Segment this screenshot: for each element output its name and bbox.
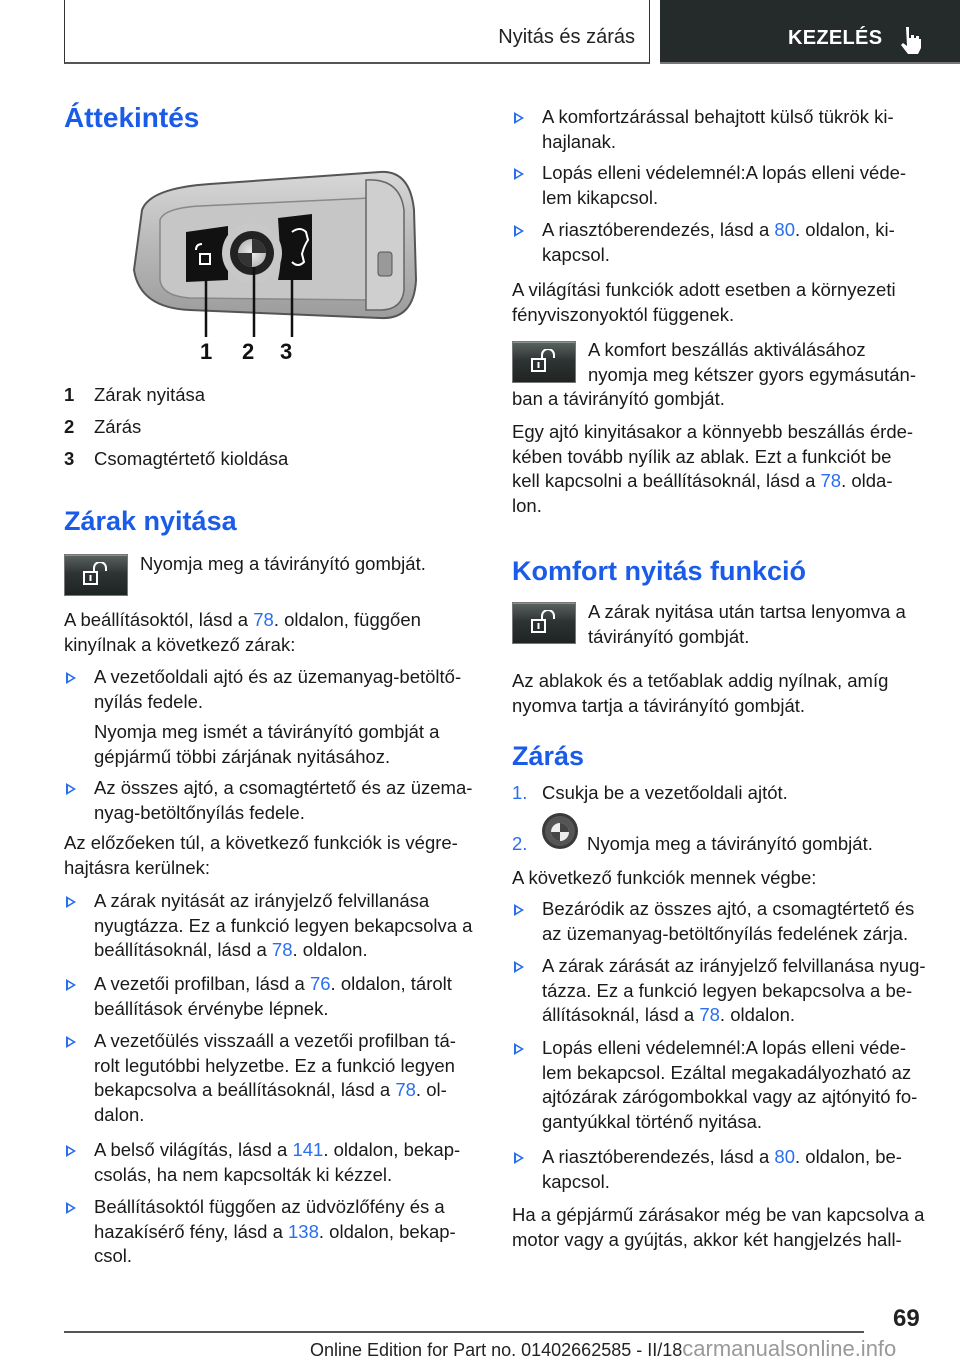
legend-number: 3 <box>64 448 75 469</box>
legend-number: 1 <box>64 384 75 405</box>
key-fob-illustration <box>130 170 420 365</box>
page-link[interactable]: 78 <box>820 470 842 491</box>
triangle-bullet-icon <box>514 961 524 973</box>
text: Csukja be a vezetőoldali ajtót. <box>542 782 788 803</box>
text: lem kikapcsol. <box>542 186 659 208</box>
text: A belső világítás, lásd a <box>94 1139 293 1160</box>
text: . oldalon, tárolt <box>330 973 452 994</box>
text: . oldalon, be- <box>795 1146 902 1167</box>
text: nyomva tartja a távirányító gombját. <box>512 694 806 716</box>
text: . oldalon, ki- <box>795 219 895 240</box>
pointing-hand-icon <box>900 26 924 54</box>
windows-paragraph <box>512 669 942 718</box>
door-paragraph <box>512 420 942 518</box>
triangle-bullet-icon <box>514 112 524 124</box>
text: beállításoknál, lásd a <box>94 939 272 960</box>
unlock-icon <box>530 610 560 636</box>
chapter-label: KEZELÉS <box>788 27 883 49</box>
triangle-bullet-icon <box>514 225 524 237</box>
text: dalon. <box>94 1103 145 1125</box>
bullet-item <box>64 1029 484 1127</box>
text: . ol- <box>415 1079 447 1100</box>
page-link[interactable]: 80 <box>774 1146 795 1167</box>
text: Ha a gépjármű zárásakor még be van kapcsolva a <box>512 1204 925 1225</box>
functions-paragraph <box>64 831 484 880</box>
text: bekapcsolva a beállításoknál, lásd a <box>94 1079 396 1100</box>
bullet-item <box>64 972 484 1021</box>
bullet-subtext <box>94 720 494 769</box>
step-text: Nyomja meg a távirányító gombját. <box>587 833 873 854</box>
following-paragraph: A következő funkciók mennek végbe: <box>512 867 817 888</box>
unlock-button-image <box>512 602 576 644</box>
text: gantyúkkal történő nyitása. <box>542 1110 763 1132</box>
page-number: 69 <box>893 1305 920 1332</box>
text: hajlanak. <box>542 130 617 152</box>
text: nyugtázza. Ez a funkció legyen bekapcsolva a <box>94 914 473 936</box>
bullet-item <box>512 897 942 946</box>
text: kében tovább nyílik az ablak. Ezt a funkciót be <box>512 445 892 467</box>
callout-1: 1 <box>200 339 213 364</box>
text: az üzemanyag-betöltőnyílás fedelének zárja. <box>542 922 909 944</box>
chapter-tab <box>660 0 960 64</box>
text: kell kapcsolni a beállításoknál, lásd a <box>512 470 821 491</box>
text: A komfort beszállás aktiválásához <box>588 339 866 360</box>
edition-text: Online Edition for Part no. 01402662585 - II/18 <box>310 1340 683 1360</box>
triangle-bullet-icon <box>66 672 76 684</box>
text: lem bekapcsol. Ezáltal megakadályozható az <box>542 1061 912 1083</box>
text: hajtásra kerülnek: <box>64 856 211 878</box>
unlock-button-image <box>64 554 128 596</box>
text: Az összes ajtó, a csomagtértető és az üzema- <box>94 777 473 798</box>
text: A vezetőoldali ajtó és az üzemanyag-betöltő- <box>94 666 462 687</box>
text: Beállításoktól függően az üdvözlőfény és a <box>94 1196 445 1217</box>
bmw-lock-button-icon <box>541 812 579 850</box>
bullet-item <box>512 1036 942 1134</box>
comfort-entry-text-cont: ban a távirányító gombját. <box>512 388 725 409</box>
legend-text: Zárak nyitása <box>94 384 206 405</box>
bullet-item <box>512 161 942 210</box>
triangle-bullet-icon <box>66 896 76 908</box>
page-link[interactable]: 78 <box>271 939 293 960</box>
text: A zárak nyitását az irányjelző felvillanása <box>94 890 430 911</box>
page-link[interactable]: 80 <box>774 219 795 240</box>
overview-heading: Áttekintés <box>64 102 200 133</box>
lock-heading: Zárás <box>512 741 585 771</box>
text: Egy ajtó kinyitásakor a könnyebb beszállás érde- <box>512 421 914 442</box>
callout-3: 3 <box>280 339 293 364</box>
text: rolt legutóbbi helyzetbe. Ez a funkció legyen <box>94 1054 455 1076</box>
text: A vezetői profilban, lásd a <box>94 973 310 994</box>
text: A riasztóberendezés, lásd a <box>542 219 775 240</box>
text: csol. <box>94 1245 133 1266</box>
page-link[interactable]: 138 <box>288 1220 319 1242</box>
text: A zárak nyitása után tartsa lenyomva a <box>588 601 906 622</box>
text: Lopás elleni védelemnél:A lopás elleni véde- <box>542 1037 907 1058</box>
bullet-item <box>64 776 484 825</box>
bullet-item <box>64 889 484 963</box>
bullet-item <box>64 1138 484 1187</box>
page-link[interactable]: 76 <box>309 973 331 994</box>
text: kapcsol. <box>542 1170 610 1192</box>
text: Az előzőeken túl, a következő funkciók is végre- <box>64 832 458 853</box>
watermark: carmanualsonline.info <box>682 1336 897 1361</box>
lighting-paragraph <box>512 278 942 327</box>
legend-number: 2 <box>64 416 75 437</box>
text: Nyomja meg ismét a távirányító gombját a <box>94 721 440 742</box>
triangle-bullet-icon <box>514 1152 524 1164</box>
text: nyílás fedele. <box>94 690 204 712</box>
callout-2: 2 <box>242 339 255 364</box>
text: hazakísérő fény, lásd a <box>94 1220 289 1242</box>
text: A riasztóberendezés, lásd a <box>542 1146 775 1167</box>
legend-text: Csomagtértető kioldása <box>94 448 289 469</box>
text: gépjármű többi zárjának nyitásához. <box>94 745 391 767</box>
bullet-item <box>64 665 484 714</box>
text: A beállításoktól, lásd a <box>64 609 254 630</box>
triangle-bullet-icon <box>66 783 76 795</box>
unlock-icon <box>530 349 560 375</box>
text: nyomja meg kétszer gyors egymásután- <box>588 363 916 385</box>
triangle-bullet-icon <box>66 1145 76 1157</box>
text: A vezetőülés visszaáll a vezetői profilban tá- <box>94 1030 456 1051</box>
page-link[interactable]: 141 <box>292 1139 324 1160</box>
text: Bezáródik az összes ajtó, a csomagtértető és <box>542 898 915 919</box>
page-link[interactable]: 78 <box>253 609 274 630</box>
comfort-button-text <box>588 600 938 649</box>
triangle-bullet-icon <box>514 168 524 180</box>
text: távirányító gombját. <box>588 625 750 647</box>
engine-paragraph <box>512 1203 952 1252</box>
text: . oldalon, függően <box>273 609 421 630</box>
text: állításoknál, lásd a <box>542 1004 700 1025</box>
text: kinyílnak a következő zárak: <box>64 633 296 655</box>
text: fényviszonyoktól függenek. <box>512 303 735 325</box>
comfort-opening-heading: Komfort nyitás funkció <box>512 556 807 586</box>
triangle-bullet-icon <box>66 979 76 991</box>
page-link[interactable]: 78 <box>699 1004 720 1025</box>
text: . olda- <box>841 470 893 491</box>
text: . oldalon. <box>719 1004 796 1025</box>
footer-divider <box>64 1331 864 1333</box>
text: A világítási funkciók adott esetben a környezeti <box>512 279 896 300</box>
comfort-entry-text <box>588 338 938 387</box>
unlock-heading: Zárak nyitása <box>64 506 237 536</box>
triangle-bullet-icon <box>66 1202 76 1214</box>
triangle-bullet-icon <box>514 1043 524 1055</box>
text: motor vagy a gyújtás, akkor két hangjelzés hall- <box>512 1228 902 1250</box>
unlock-icon <box>82 562 112 588</box>
text: Lopás elleni védelemnél:A lopás elleni véde- <box>542 162 907 183</box>
header-section-box <box>64 0 650 64</box>
text: kapcsol. <box>542 243 610 265</box>
triangle-bullet-icon <box>66 1036 76 1048</box>
text: csolás, ha nem kapcsolták ki kézzel. <box>94 1163 393 1185</box>
section-title: Nyitás és zárás <box>498 26 635 48</box>
text: lon. <box>512 494 542 516</box>
unlock-instruction: Nyomja meg a távirányító gombját. <box>140 553 426 574</box>
text: . oldalon, bekap- <box>318 1220 456 1242</box>
step-item <box>512 781 788 806</box>
text: nyag-betöltőnyílás fedele. <box>94 801 305 823</box>
text: . oldalon, bekap- <box>323 1139 461 1160</box>
bullet-item <box>512 1145 942 1194</box>
legend-text: Zárás <box>94 416 142 437</box>
bullet-item <box>512 218 942 267</box>
footer-edition <box>310 1336 896 1362</box>
text: A zárak zárását az irányjelző felvillanása nyug- <box>542 955 926 976</box>
step-number: 1. <box>512 782 528 803</box>
text: . oldalon. <box>292 939 368 960</box>
text: tázza. Ez a funkció legyen bekapcsolva a be- <box>542 979 913 1001</box>
step-number: 2. <box>512 833 528 854</box>
text: Az ablakok és a tetőablak addig nyílnak, amíg <box>512 670 889 691</box>
bullet-item <box>512 954 942 1028</box>
text: A komfortzárással behajtott külső tükrök ki- <box>542 106 894 127</box>
bullet-item <box>64 1195 484 1269</box>
triangle-bullet-icon <box>514 904 524 916</box>
unlock-button-image <box>512 341 576 383</box>
page-link[interactable]: 78 <box>395 1079 416 1100</box>
settings-paragraph <box>64 608 484 657</box>
bullet-item <box>512 105 942 154</box>
text: ajtózárak zárógombokkal vagy az ajtónyitó fo- <box>542 1086 918 1107</box>
text: beállítások érvénybe lépnek. <box>94 997 329 1019</box>
